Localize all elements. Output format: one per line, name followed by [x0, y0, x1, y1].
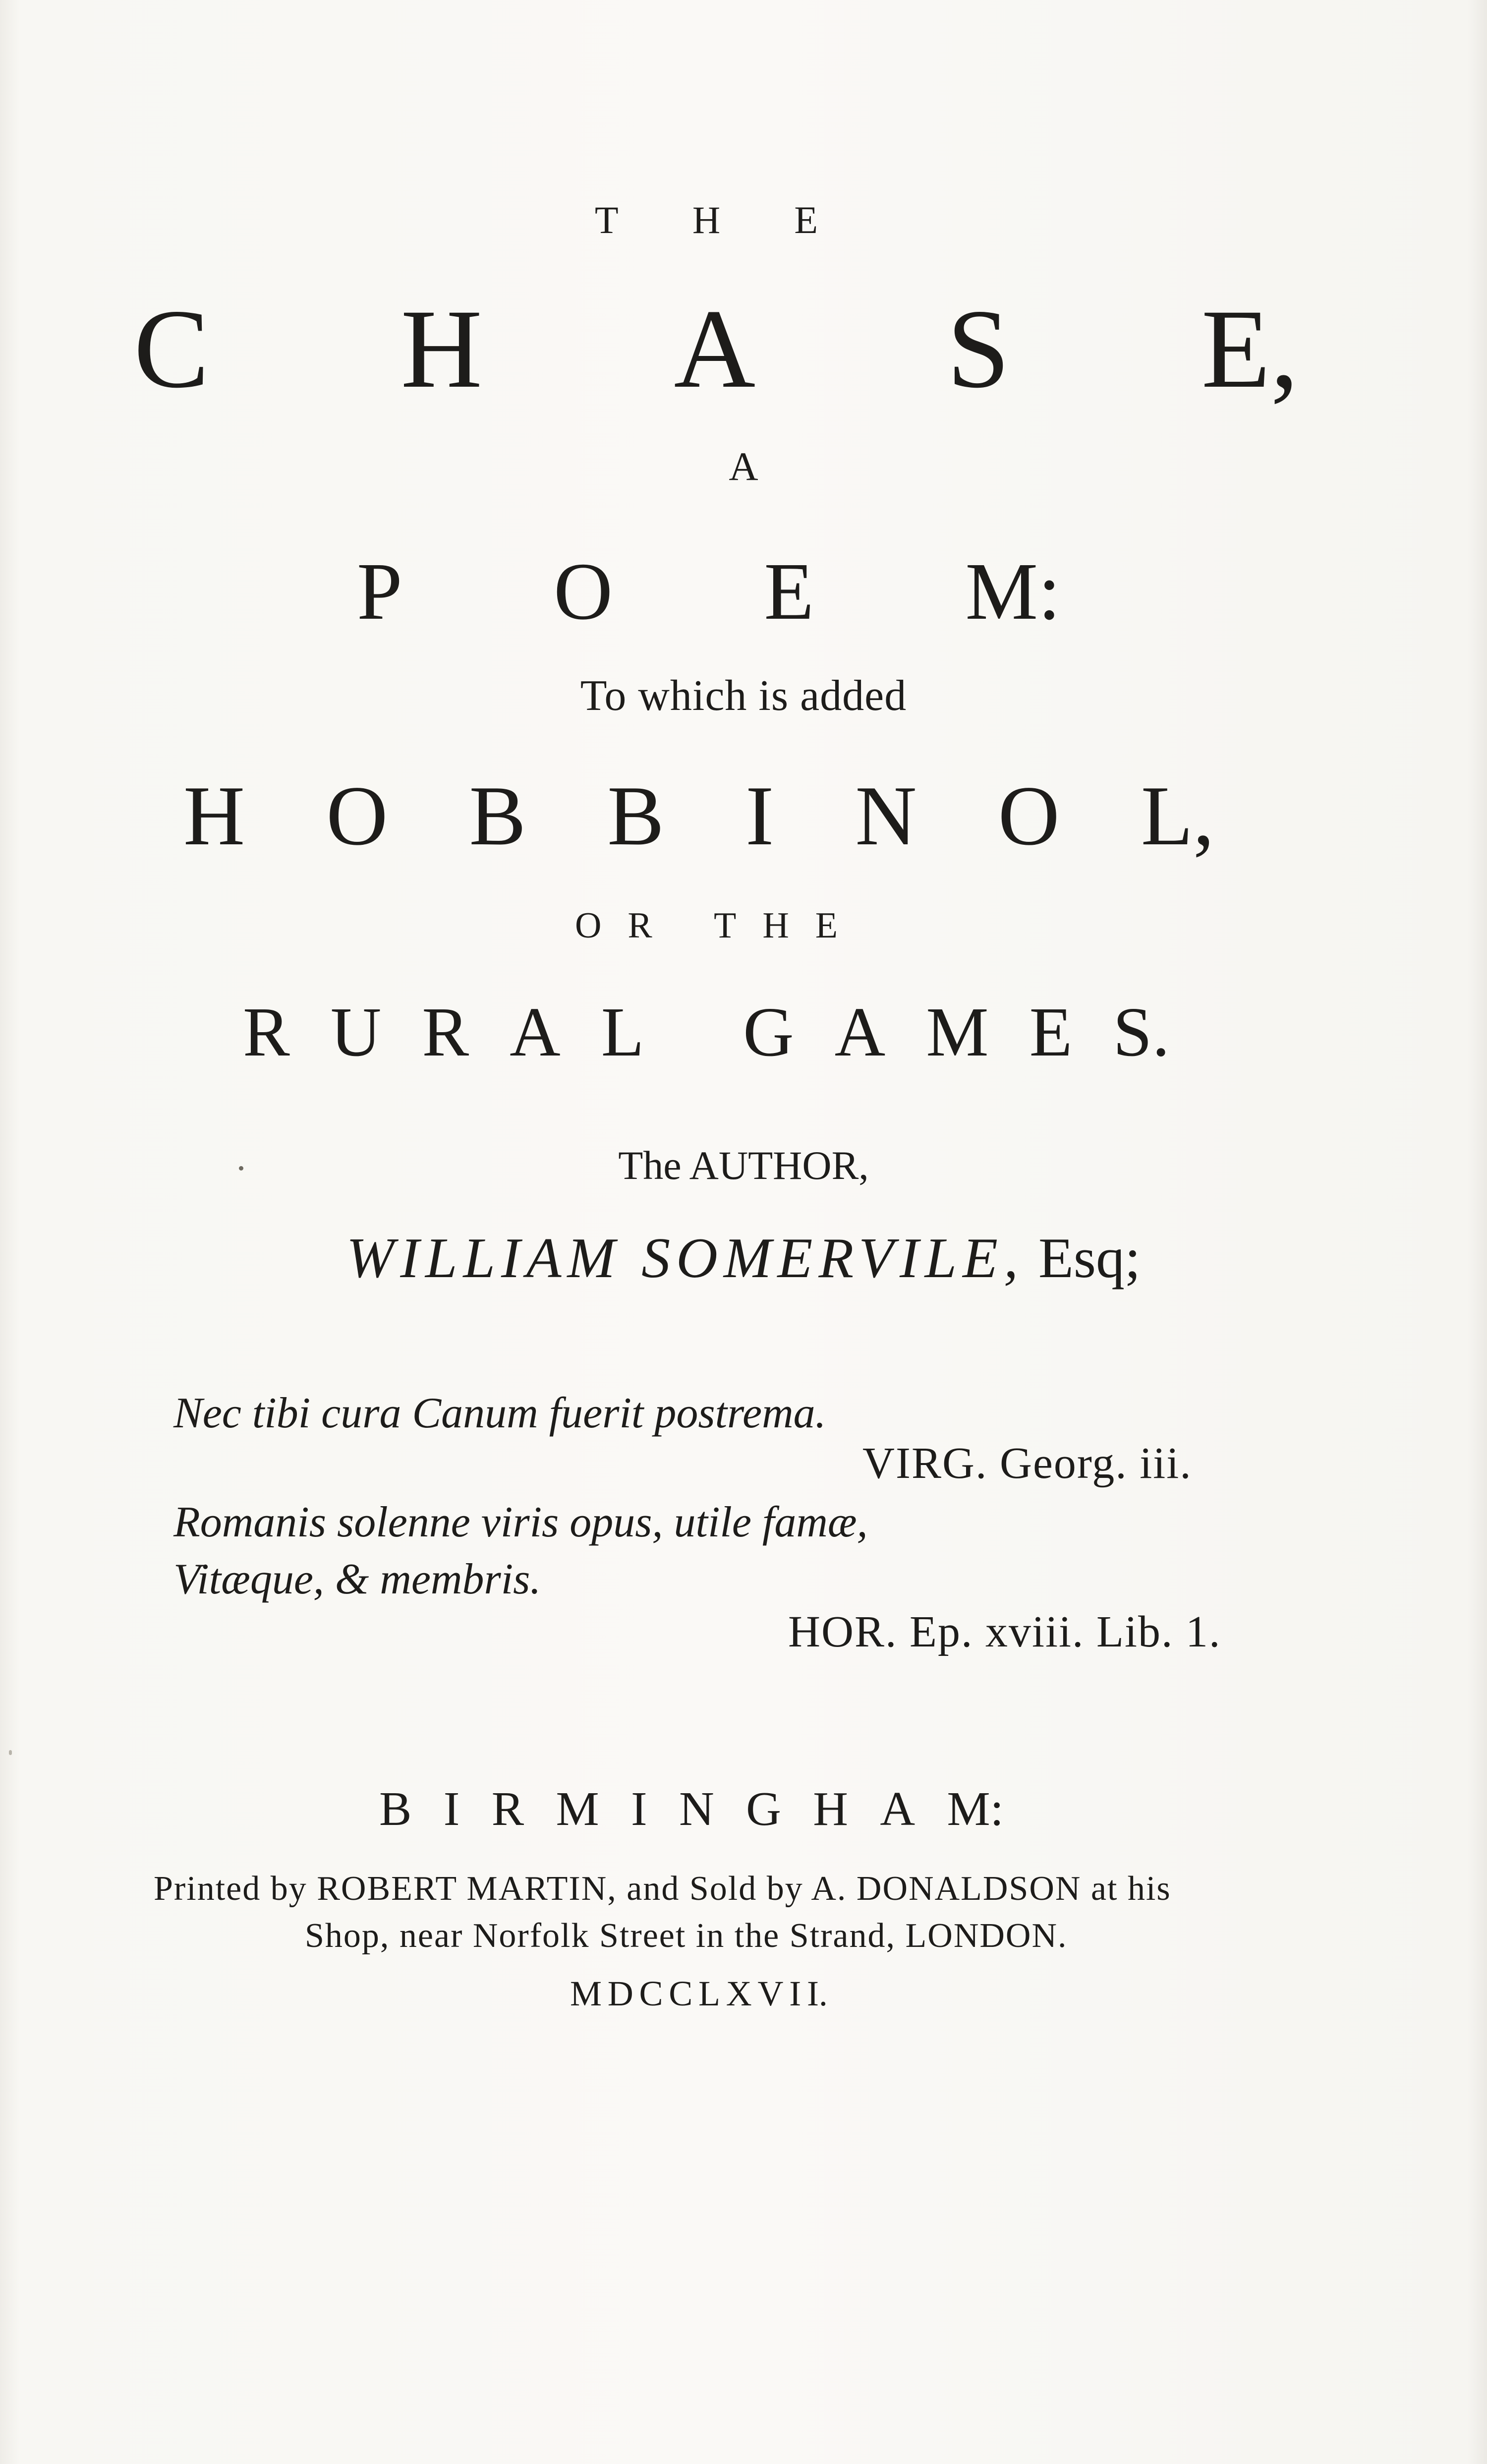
hobbinol-title: [183, 769, 1214, 863]
letter: U: [330, 993, 382, 1071]
letter: M:: [965, 546, 1061, 637]
letter: O: [575, 905, 602, 946]
poem-title: [357, 546, 1061, 637]
letter: E: [1029, 993, 1073, 1071]
letter: R: [422, 993, 469, 1071]
added-line: To which is added: [580, 672, 907, 720]
letter: A: [674, 287, 756, 411]
letter: B: [469, 769, 526, 863]
virgil-quote: Nec tibi cura Canum fuerit postrema.: [173, 1389, 826, 1437]
letter: S.: [1113, 993, 1170, 1071]
chase-title: [134, 287, 1299, 411]
letter: C: [639, 1974, 663, 2013]
letter: R: [628, 905, 652, 946]
author-name-line: [0, 1227, 1487, 1290]
word-gap: [685, 997, 703, 1067]
letter: E: [764, 546, 814, 637]
letter: L,: [1141, 769, 1214, 863]
letter: M: [926, 993, 989, 1071]
letter: N: [855, 769, 917, 863]
letter: G: [743, 993, 794, 1071]
letter: B: [607, 769, 664, 863]
author-label: The AUTHOR,: [618, 1143, 869, 1188]
letter: L: [698, 1974, 721, 2013]
letter: H: [813, 1782, 849, 1836]
letter: E: [815, 905, 838, 946]
letter: M: [570, 1974, 602, 2013]
letter: C: [134, 287, 210, 411]
letter: A: [834, 993, 886, 1071]
letter: C: [669, 1974, 693, 2013]
letter: O: [998, 769, 1060, 863]
a-word: A: [729, 444, 758, 489]
letter: E: [794, 198, 818, 241]
horace-quote-line2: Vitæque, & membris.: [173, 1555, 541, 1603]
letter: N: [679, 1782, 714, 1836]
letter: M: [556, 1782, 599, 1836]
letter: R: [491, 1782, 524, 1836]
letter: M:: [947, 1782, 1004, 1836]
letter: I: [630, 1782, 647, 1836]
letter: G: [746, 1782, 781, 1836]
letter: I: [789, 1974, 801, 2013]
letter: D: [607, 1974, 633, 2013]
publication-date: [570, 1976, 828, 2011]
letter: R: [243, 993, 290, 1071]
horace-quote-line1: Romanis solenne viris opus, utile famæ,: [173, 1498, 868, 1546]
letter: B: [379, 1782, 412, 1836]
letter: T: [595, 198, 619, 241]
letter: H: [692, 198, 721, 241]
place-of-publication: [379, 1782, 1004, 1836]
imprint-line-2: Shop, near Norfolk Street in the Strand, LONDON.: [305, 1917, 1068, 1955]
horace-citation: HOR. Ep. xviii. Lib. 1.: [788, 1607, 1221, 1656]
paper-mark: [9, 1750, 12, 1755]
letter: S: [947, 287, 1010, 411]
letter: V: [757, 1974, 784, 2013]
letter: H: [762, 905, 789, 946]
rural-games-title: [243, 993, 1170, 1071]
letter: A: [510, 993, 561, 1071]
letter: O: [554, 546, 613, 637]
or-the-line: [575, 907, 838, 944]
letter: E,: [1201, 287, 1299, 411]
author-suffix: Esq;: [1038, 1227, 1141, 1290]
author-name: WILLIAM SOMERVILE,: [346, 1227, 1025, 1290]
letter: O: [326, 769, 388, 863]
the-word: [595, 198, 818, 241]
imprint-line-1: Printed by ROBERT MARTIN, and Sold by A. DONALDSON at his: [154, 1870, 1171, 1908]
virgil-citation: VIRG. Georg. iii.: [862, 1439, 1192, 1488]
letter: I.: [806, 1974, 828, 2013]
letter: L: [601, 993, 644, 1071]
letter: A: [880, 1782, 915, 1836]
letter: H: [183, 769, 245, 863]
letter: I: [443, 1782, 460, 1836]
letter: H: [400, 287, 483, 411]
letter: T: [714, 905, 737, 946]
letter: I: [745, 769, 774, 863]
word-gap: [679, 907, 688, 944]
letter: X: [726, 1974, 752, 2013]
letter: P: [357, 546, 402, 637]
